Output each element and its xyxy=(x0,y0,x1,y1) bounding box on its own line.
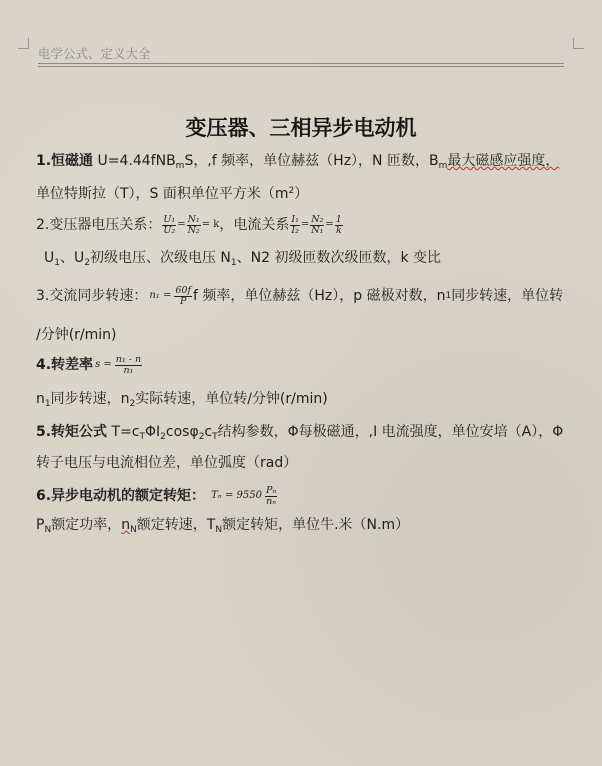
page-header: 电学公式、定义大全 xyxy=(38,46,151,61)
paragraph-2: 2.变压器电压关系： $\frac{\text{U₁}}{\text{U₂}}$ = $\frac{\text{N₁}}{\text{N₂}}$ = k ，电流关系 $\frac{\text{I₁}}{\text{I₂}}$ = $\frac{\text{N₂}}{\text{N₁}}$ = $\frac{1}{k}$ xyxy=(36,213,342,236)
formula-fraction: $\frac{1}{k}$ xyxy=(335,213,342,236)
formula-fraction: $\frac{\text{Pₙ}}{\text{nₙ}}$ xyxy=(265,484,277,507)
paragraph-5: 5.转矩公式 $T=c_T\Phi I_2\cos\varphi_2c_T$结构参数，Φ每极磁通，,I 电流强度，单位安培（A），Φ xyxy=(36,424,564,442)
paragraph-4: 4.转差率 s = $\frac{\text{n₁ - n}}{\text{n₁}}$ xyxy=(36,353,142,376)
section-label: 1.恒磁通 xyxy=(36,153,94,169)
formula-fraction: $\frac{\text{n₁ - n}}{\text{n₁}}$ xyxy=(115,353,142,376)
header-divider xyxy=(38,66,564,67)
spellcheck-underlined-text: 最大磁感应强度， xyxy=(447,153,560,169)
paragraph-1-cont: 单位特斯拉（T），S 面积单位平方米$(m^2)$ xyxy=(36,186,309,202)
paragraph-2-cont: $U_1$、$U_2$初级电压、次级电压 $N_1$、N2 初级匝数次级匝数，k 变比 xyxy=(44,250,442,268)
formula-fraction: $\frac{\text{N₂}}{\text{N₁}}$ xyxy=(311,213,324,236)
section-label: 5.转矩公式 xyxy=(36,424,108,440)
section-label: 4.转差率 xyxy=(36,357,94,373)
paragraph-6: 6.异步电动机的额定转矩： Tₙ = 9550 $\frac{\text{Pₙ}}{\text{nₙ}}$ xyxy=(36,484,277,507)
page-corner-mark xyxy=(573,38,584,49)
page-title: 变压器、三相异步电动机 xyxy=(185,116,417,140)
formula-fraction: $\frac{\text{I₁}}{\text{I₂}}$ xyxy=(291,213,299,236)
paragraph-6-cont: $P_N$额定功率，$n_N$额定转速，$T_N$额定转矩，单位牛.米（N.m） xyxy=(36,517,410,535)
formula-fraction: $\frac{\text{U₁}}{\text{U₂}}$ xyxy=(163,213,176,236)
paragraph-4-cont: $n_1$同步转速，$n_2$实际转速，单位转/分钟(r/min) xyxy=(36,391,328,409)
section-label: 2.变压器电压关系： xyxy=(36,217,162,233)
formula-fraction: $\frac{60f}{P}$ xyxy=(175,284,191,307)
paragraph-3: 3.交流同步转速： n₁ = $\frac{60f}{P}$ f 频率，单位赫兹（Hz），p 磁极对数，n 1 同步转速，单位转 xyxy=(36,284,564,307)
formula-fraction: $\frac{\text{N₁}}{\text{N₂}}$ xyxy=(187,213,200,236)
section-label: 3.交流同步转速： xyxy=(36,288,148,304)
spellcheck-underlined-text: $n_N$ xyxy=(121,517,137,535)
paragraph-3-cont: /分钟(r/min) xyxy=(36,327,117,343)
page-corner-mark xyxy=(18,38,29,49)
section-label: 6.异步电动机的额定转矩： xyxy=(36,488,206,504)
header-divider xyxy=(38,63,564,64)
paragraph-1: 1.恒磁通 U=4.44fNB$_m$S，,f 频率，单位赫兹（Hz），N 匝数，$B_m$最大磁感应强度， xyxy=(36,153,560,171)
paragraph-5-cont: 转子电压与电流相位差，单位弧度（rad） xyxy=(36,455,298,471)
